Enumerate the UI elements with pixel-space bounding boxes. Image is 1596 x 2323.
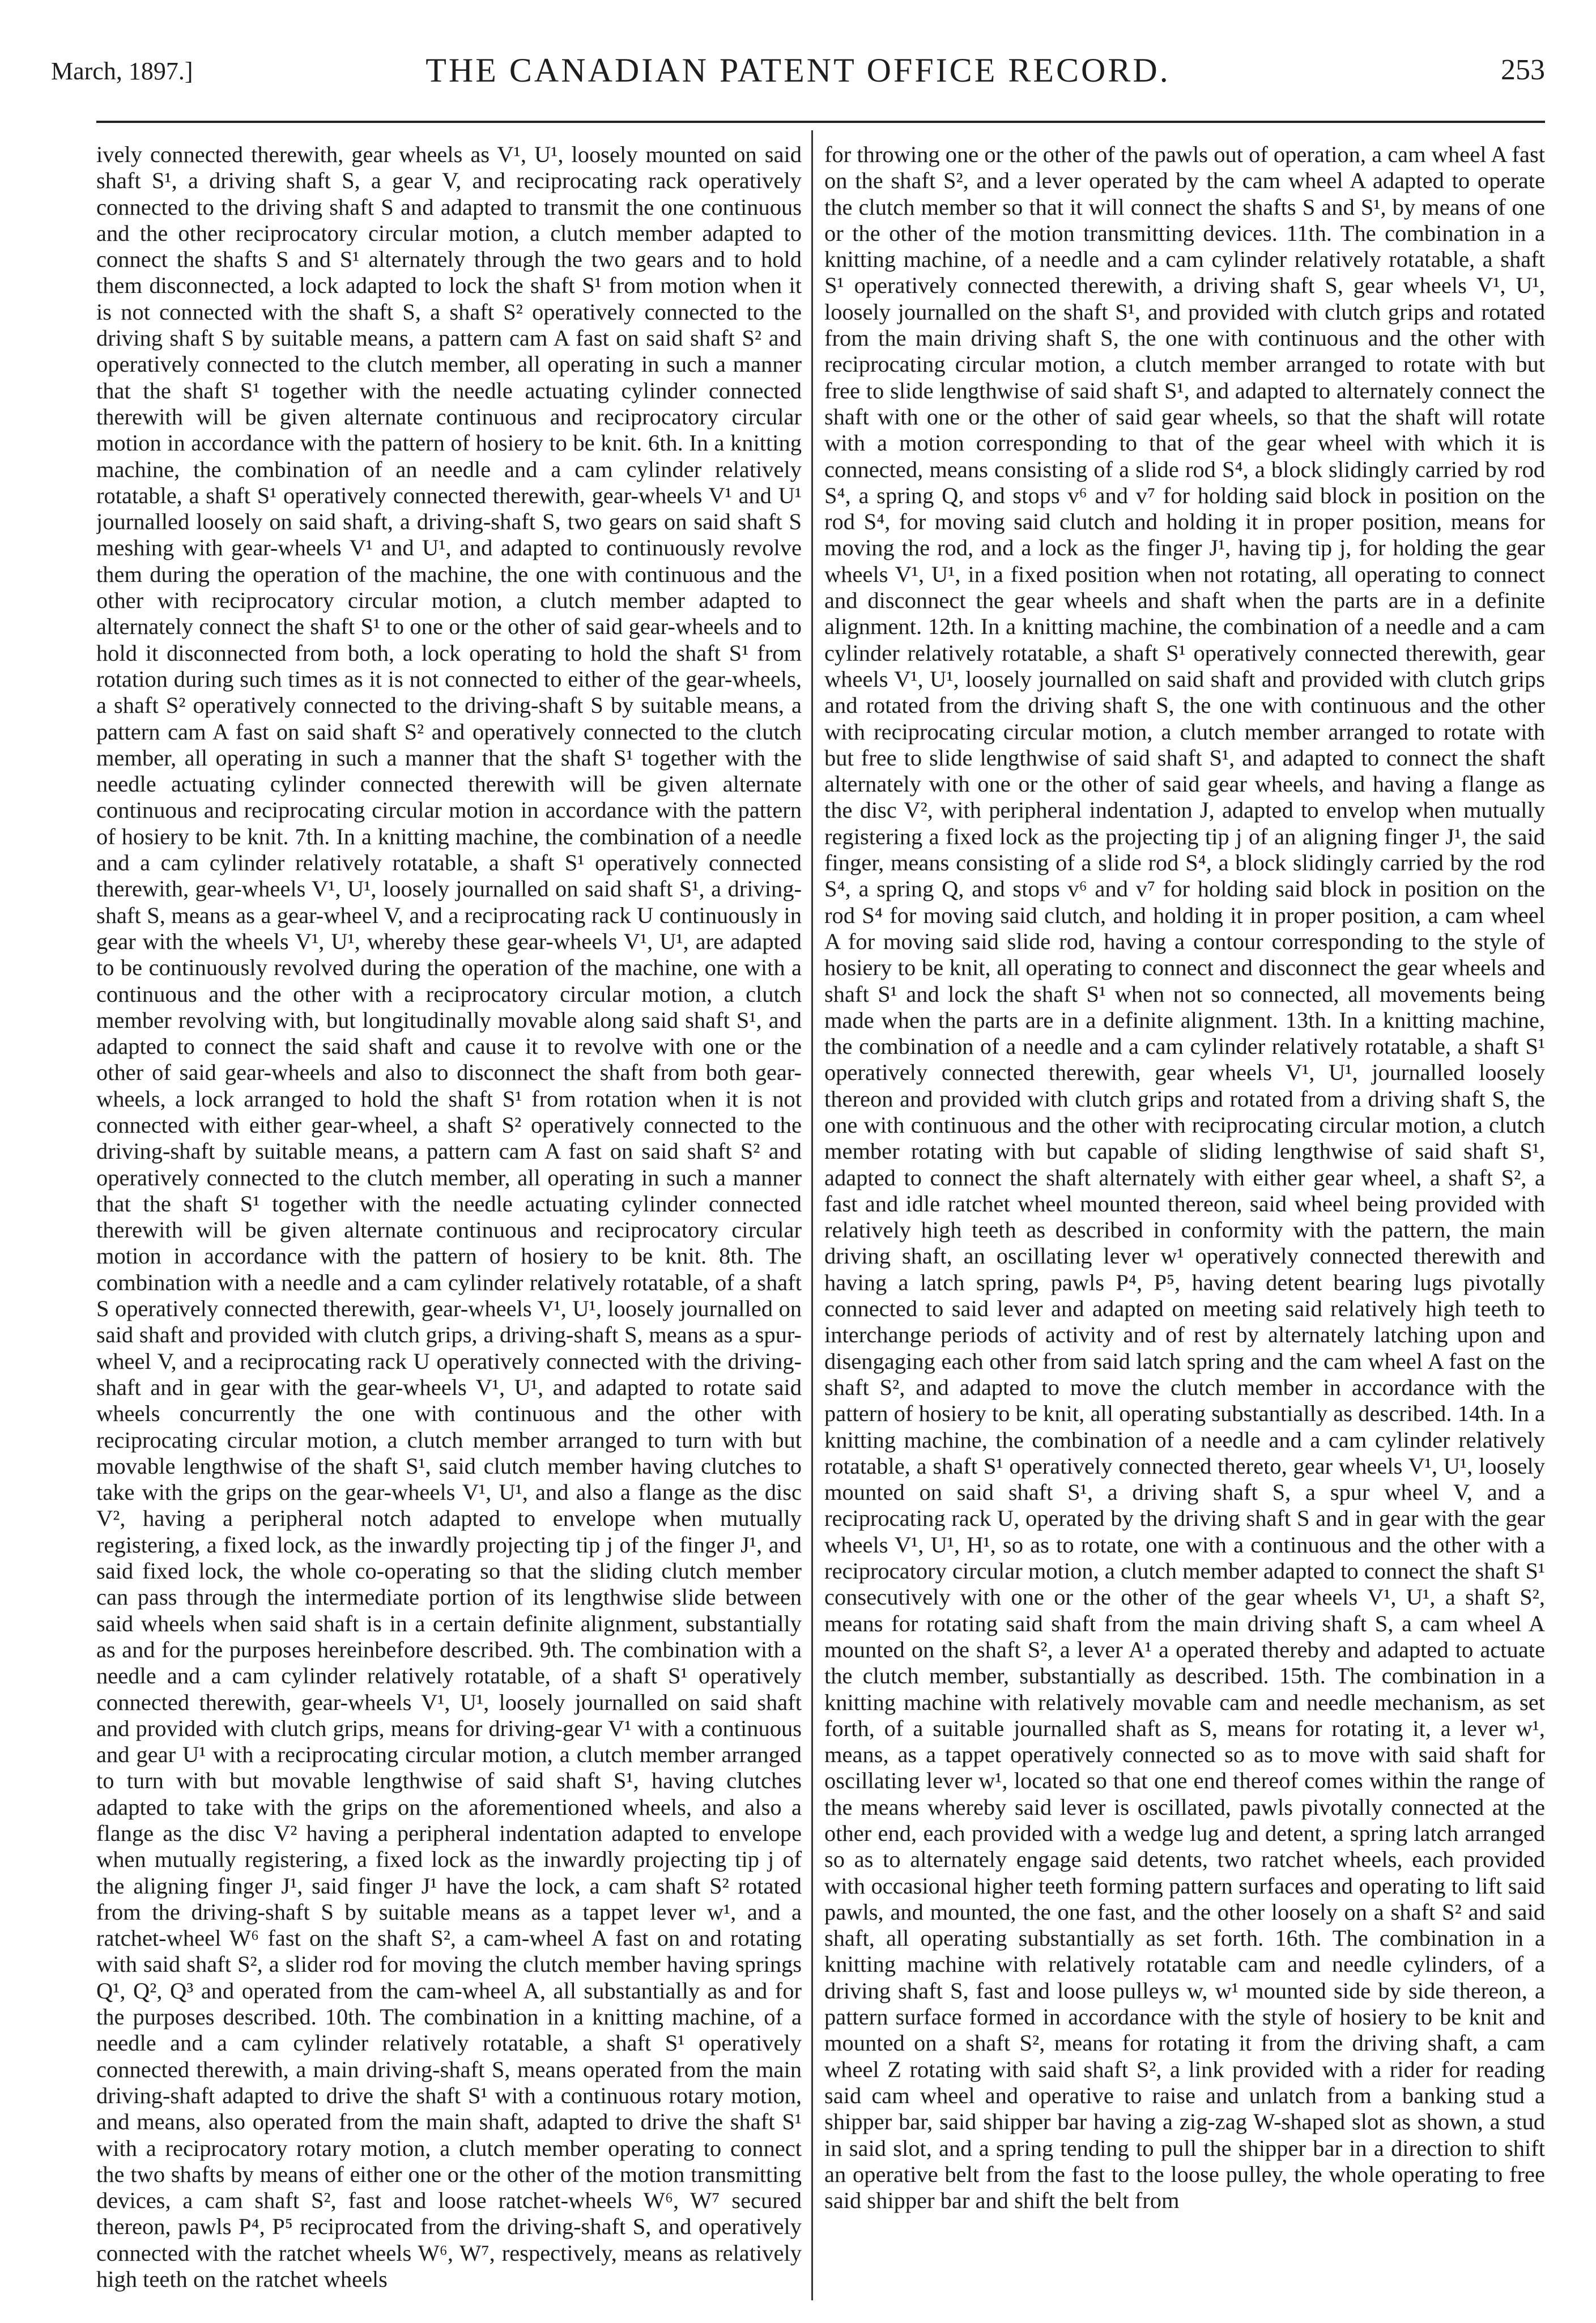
page-number: 253 — [1501, 54, 1545, 86]
left-column — [96, 142, 802, 2306]
right-column — [824, 142, 1545, 2306]
page-header — [51, 51, 1545, 105]
header-rule — [96, 121, 1545, 123]
left-column-text: ively connected therewith, gear wheels as V¹, U¹, loosely mounted on said shaft S¹, a driving shaft S, a gear V, and reciprocating rack operatively connected to the driving shaft S and adapted to transmit the one continuous and the other reciprocatory circular motion, a clutch member adapted to connect the shafts S and S¹ alternately through the two gears and to hold them disconnected, a lock adapted to lock the shaft S¹ from motion when it is not connected with the shaft S, a shaft S² operatively connected to the driving shaft S by suitable means, a pattern cam A fast on said shaft S² and operatively connected to the clutch member, all operating in such a manner that the shaft S¹ together with the needle actuating cylinder connected therewith will be given alternate continuous and reciprocatory circular motion in accordance with the pattern of hosiery to be knit. 6th. In a knitting machine, the combination of an needle and a cam cylinder relatively rotatable, a shaft S¹ operatively connected therewith, gear-wheels V¹ and U¹ journalled loosely on said shaft, a driving-shaft S, two gears on said shaft S meshing with gear-wheels V¹ and U¹, and adapted to continuously revolve them during the operation of the machine, the one with continuous and the other with reciprocatory circular motion, a clutch member adapted to alternately connect the shaft S¹ to one or the other of said gear-wheels and to hold it disconnected from both, a lock operating to hold the shaft S¹ from rotation during such times as it is not connected to either of the gear-wheels, a shaft S² operatively connected to the driving-shaft S by suitable means, a pattern cam A fast on said shaft S² and operatively connected to the clutch member, all operating in such a manner that the shaft S¹ together with the needle actuating cylinder connected therewith will be given alternate continuous and reciprocating circular motion in accordance with the pattern of hosiery to be knit. 7th. In a knitting machine, the combination of a needle and a cam cylinder relatively rotatable, a shaft S¹ operatively connected therewith, gear-wheels V¹, U¹, loosely journalled on said shaft S¹, a driving-shaft S, means as a gear-wheel V, and a reciprocating rack U continuously in gear with the wheels V¹, U¹, whereby these gear-wheels V¹, U¹, are adapted to be continuously revolved during the operation of the machine, one with a continuous and the other with a reciprocatory circular motion, a clutch member revolving with, but longitudinally movable along said shaft S¹, and adapted to connect the said shaft and cause it to revolve with one or the other of said gear-wheels and also to disconnect the shaft from both gear-wheels, a lock arranged to hold the shaft S¹ from rotation when it is not connected with either gear-wheel, a shaft S² operatively connected to the driving-shaft by suitable means, a pattern cam A fast on said shaft S² and operatively connected to the clutch member, all operating in such a manner that the shaft S¹ together with the needle actuating cylinder connected therewith will be given alternate continuous and reciprocatory circular motion in accordance with the pattern of hosiery to be knit. 8th. The combination with a needle and a cam cylinder relatively rotatable, of a shaft S operatively connected therewith, gear-wheels V¹, U¹, loosely journalled on said shaft and provided with clutch grips, a driving-shaft S, means as a spur-wheel V, and a reciprocating rack U operatively connected with the driving-shaft and in gear with the gear-wheels V¹, U¹, and adapted to rotate said wheels concurrently the one with continuous and the other with reciprocating circular motion, a clutch member arranged to turn with but movable lengthwise of the shaft S¹, said clutch member having clutches to take with the grips on the gear-wheels V¹, U¹, and also a flange as the disc V², having a peripheral notch adapted to envelope when mutually registering, a fixed lock, as the inwardly projecting tip j of the finger J¹, and said fixed lock, the whole co-operating so that the sliding clutch member can pass through the intermediate portion of its lengthwise slide between said wheels when said shaft is in a certain definite alignment, substantially as and for the purposes hereinbefore described. 9th. The combination with a needle and a cam cylinder relatively rotatable, of a shaft S¹ operatively connected therewith, gear-wheels V¹, U¹, loosely journalled on said shaft and provided with clutch grips, means for driving-gear V¹ with a continuous and gear U¹ with a reciprocating circular motion, a clutch member arranged to turn with but movable lengthwise of said shaft S¹, having clutches adapted to take with the grips on the aforementioned wheels, and also a flange as the disc V² having a peripheral indentation adapted to envelope when mutually registering, a fixed lock as the inwardly projecting tip j of the aligning finger J¹, said finger J¹ have the lock, a cam shaft S² rotated from the driving-shaft S by suitable means as a tappet lever w¹, and a ratchet-wheel W⁶ fast on the shaft S², a cam-wheel A fast on and rotating with said shaft S², a slider rod for moving the clutch member having springs Q¹, Q², Q³ and operated from the cam-wheel A, all substantially as and for the purposes described. 10th. The combination in a knitting machine, of a needle and a cam cylinder relatively rotatable, a shaft S¹ operatively connected therewith, a main driving-shaft S, means operated from the main driving-shaft adapted to drive the shaft S¹ with a continuous rotary motion, and means, also operated from the main shaft, adapted to drive the shaft S¹ with a reciprocatory rotary motion, a clutch member operating to connect the two shafts by means of either one or the other of the motion transmitting devices, a cam shaft S², fast and loose ratchet-wheels W⁶, W⁷ secured thereon, pawls P⁴, P⁵ reciprocated from the driving-shaft S, and operatively connected with the ratchet wheels W⁶, W⁷, respectively, means as relatively high teeth on the ratchet wheels — [96, 142, 802, 2292]
issue-date: March, 1897.] — [51, 57, 193, 85]
right-column-text: for throwing one or the other of the pawls out of operation, a cam wheel A fast on the shaft S², and a lever operated by the cam wheel A adapted to operate the clutch member so that it will connect the shafts S and S¹, by means of one or the other of the motion transmitting devices. 11th. The combination in a knitting machine, of a needle and a cam cylinder relatively rotatable, a shaft S¹ operatively connected therewith, a driving shaft S, gear wheels V¹, U¹, loosely journalled on the shaft S¹, and provided with clutch grips and rotated from the main driving shaft S, the one with continuous and the other with reciprocating circular motion, a clutch member arranged to rotate with but free to slide lengthwise of said shaft S¹, and adapted to alternately connect the shaft with one or the other of said gear wheels, so that the shaft will rotate with a motion corresponding to that of the gear wheel with which it is connected, means consisting of a slide rod S⁴, a block slidingly carried by rod S⁴, a spring Q, and stops v⁶ and v⁷ for holding said block in position on the rod S⁴, for moving said clutch and holding it in proper position, means for moving the rod, and a lock as the finger J¹, having tip j, for holding the gear wheels V¹, U¹, in a fixed position when not rotating, all operating to connect and disconnect the gear wheels and shaft when the parts are in a definite alignment. 12th. In a knitting machine, the combination of a needle and a cam cylinder relatively rotatable, a shaft S¹ operatively connected therewith, gear wheels V¹, U¹, loosely journalled on said shaft and provided with clutch grips and rotated from the driving shaft S, the one with continuous and the other with reciprocating circular motion, a clutch member arranged to rotate with but free to slide lengthwise of said shaft S¹, and adapted to connect the shaft alternately with one or the other of said gear wheels, and having a flange as the disc V², with peripheral indentation J, adapted to envelop when mutually registering a fixed lock as the projecting tip j of an aligning finger J¹, the said finger, means consisting of a slide rod S⁴, a block slidingly carried by the rod S⁴, a spring Q, and stops v⁶ and v⁷ for holding said block in position on the rod S⁴ for moving said clutch, and holding it in proper position, a cam wheel A for moving said slide rod, having a contour corresponding to the style of hosiery to be knit, all operating to connect and disconnect the gear wheels and shaft S¹ and lock the shaft S¹ when not so connected, all movements being made when the parts are in a definite alignment. 13th. In a knitting machine, the combination of a needle and a cam cylinder relatively rotatable, a shaft S¹ operatively connected therewith, gear wheels V¹, U¹, journalled loosely thereon and provided with clutch grips and rotated from a driving shaft S, the one with continuous and the other with reciprocating circular motion, a clutch member rotating with but capable of sliding lengthwise of said shaft S¹, adapted to connect the shaft alternately with either gear wheel, a shaft S², a fast and idle ratchet wheel mounted thereon, said wheel being provided with relatively high teeth as described in conformity with the pattern, the main driving shaft, an oscillating lever w¹ operatively connected therewith and having a latch spring, pawls P⁴, P⁵, having detent bearing lugs pivotally connected to said lever and adapted on meeting said relatively high teeth to interchange periods of activity and of rest by alternately latching upon and disengaging each other from said latch spring and the cam wheel A fast on the shaft S², and adapted to move the clutch member in accordance with the pattern of hosiery to be knit, all operating substantially as described. 14th. In a knitting machine, the combination of a needle and a cam cylinder relatively rotatable, a shaft S¹ operatively connected thereto, gear wheels V¹, U¹, loosely mounted on said shaft S¹, a driving shaft S, a spur wheel V, and a reciprocating rack U, operated by the driving shaft S and in gear with the gear wheels V¹, U¹, H¹, so as to rotate, one with a continuous and the other with a reciprocatory circular motion, a clutch member adapted to connect the shaft S¹ consecutively with one or the other of the gear wheels V¹, U¹, a shaft S², means for rotating said shaft from the main driving shaft S, a cam wheel A mounted on the shaft S², a lever A¹ a operated thereby and adapted to actuate the clutch member, substantially as described. 15th. The combination in a knitting machine with relatively movable cam and needle mechanism, as set forth, of a suitable journalled shaft as S, means for rotating it, a lever w¹, means, as a tappet operatively connected so as to move with said shaft for oscillating lever w¹, located so that one end thereof comes within the range of the means whereby said lever is oscillated, pawls pivotally connected at the other end, each provided with a wedge lug and detent, a spring latch arranged so as to alternately engage said detents, two ratchet wheels, each provided with occasional higher teeth forming pattern surfaces and operating to lift said pawls, and mounted, the one fast, and the other loosely on a shaft S² and said shaft, all operating substantially as set forth. 16th. The combination in a knitting machine with relatively rotatable cam and needle cylinders, of a driving shaft S, fast and loose pulleys w, w¹ mounted side by side thereon, a pattern surface formed in accordance with the style of hosiery to be knit and mounted on a shaft S², means for rotating it from the driving shaft, a cam wheel Z rotating with said shaft S², a link provided with a rider for reading said cam wheel and operative to raise and unlatch from a banking stud a shipper bar, said shipper bar having a zig-zag W-shaped slot as shown, a stud in said slot, and a spring tending to pull the shipper bar in a direction to shift an operative belt from the fast to the loose pulley, the whole operating to free said shipper bar and shift the belt from — [824, 142, 1545, 2214]
column-divider — [811, 130, 813, 2300]
journal-title: THE CANADIAN PATENT OFFICE RECORD. — [425, 52, 1171, 89]
